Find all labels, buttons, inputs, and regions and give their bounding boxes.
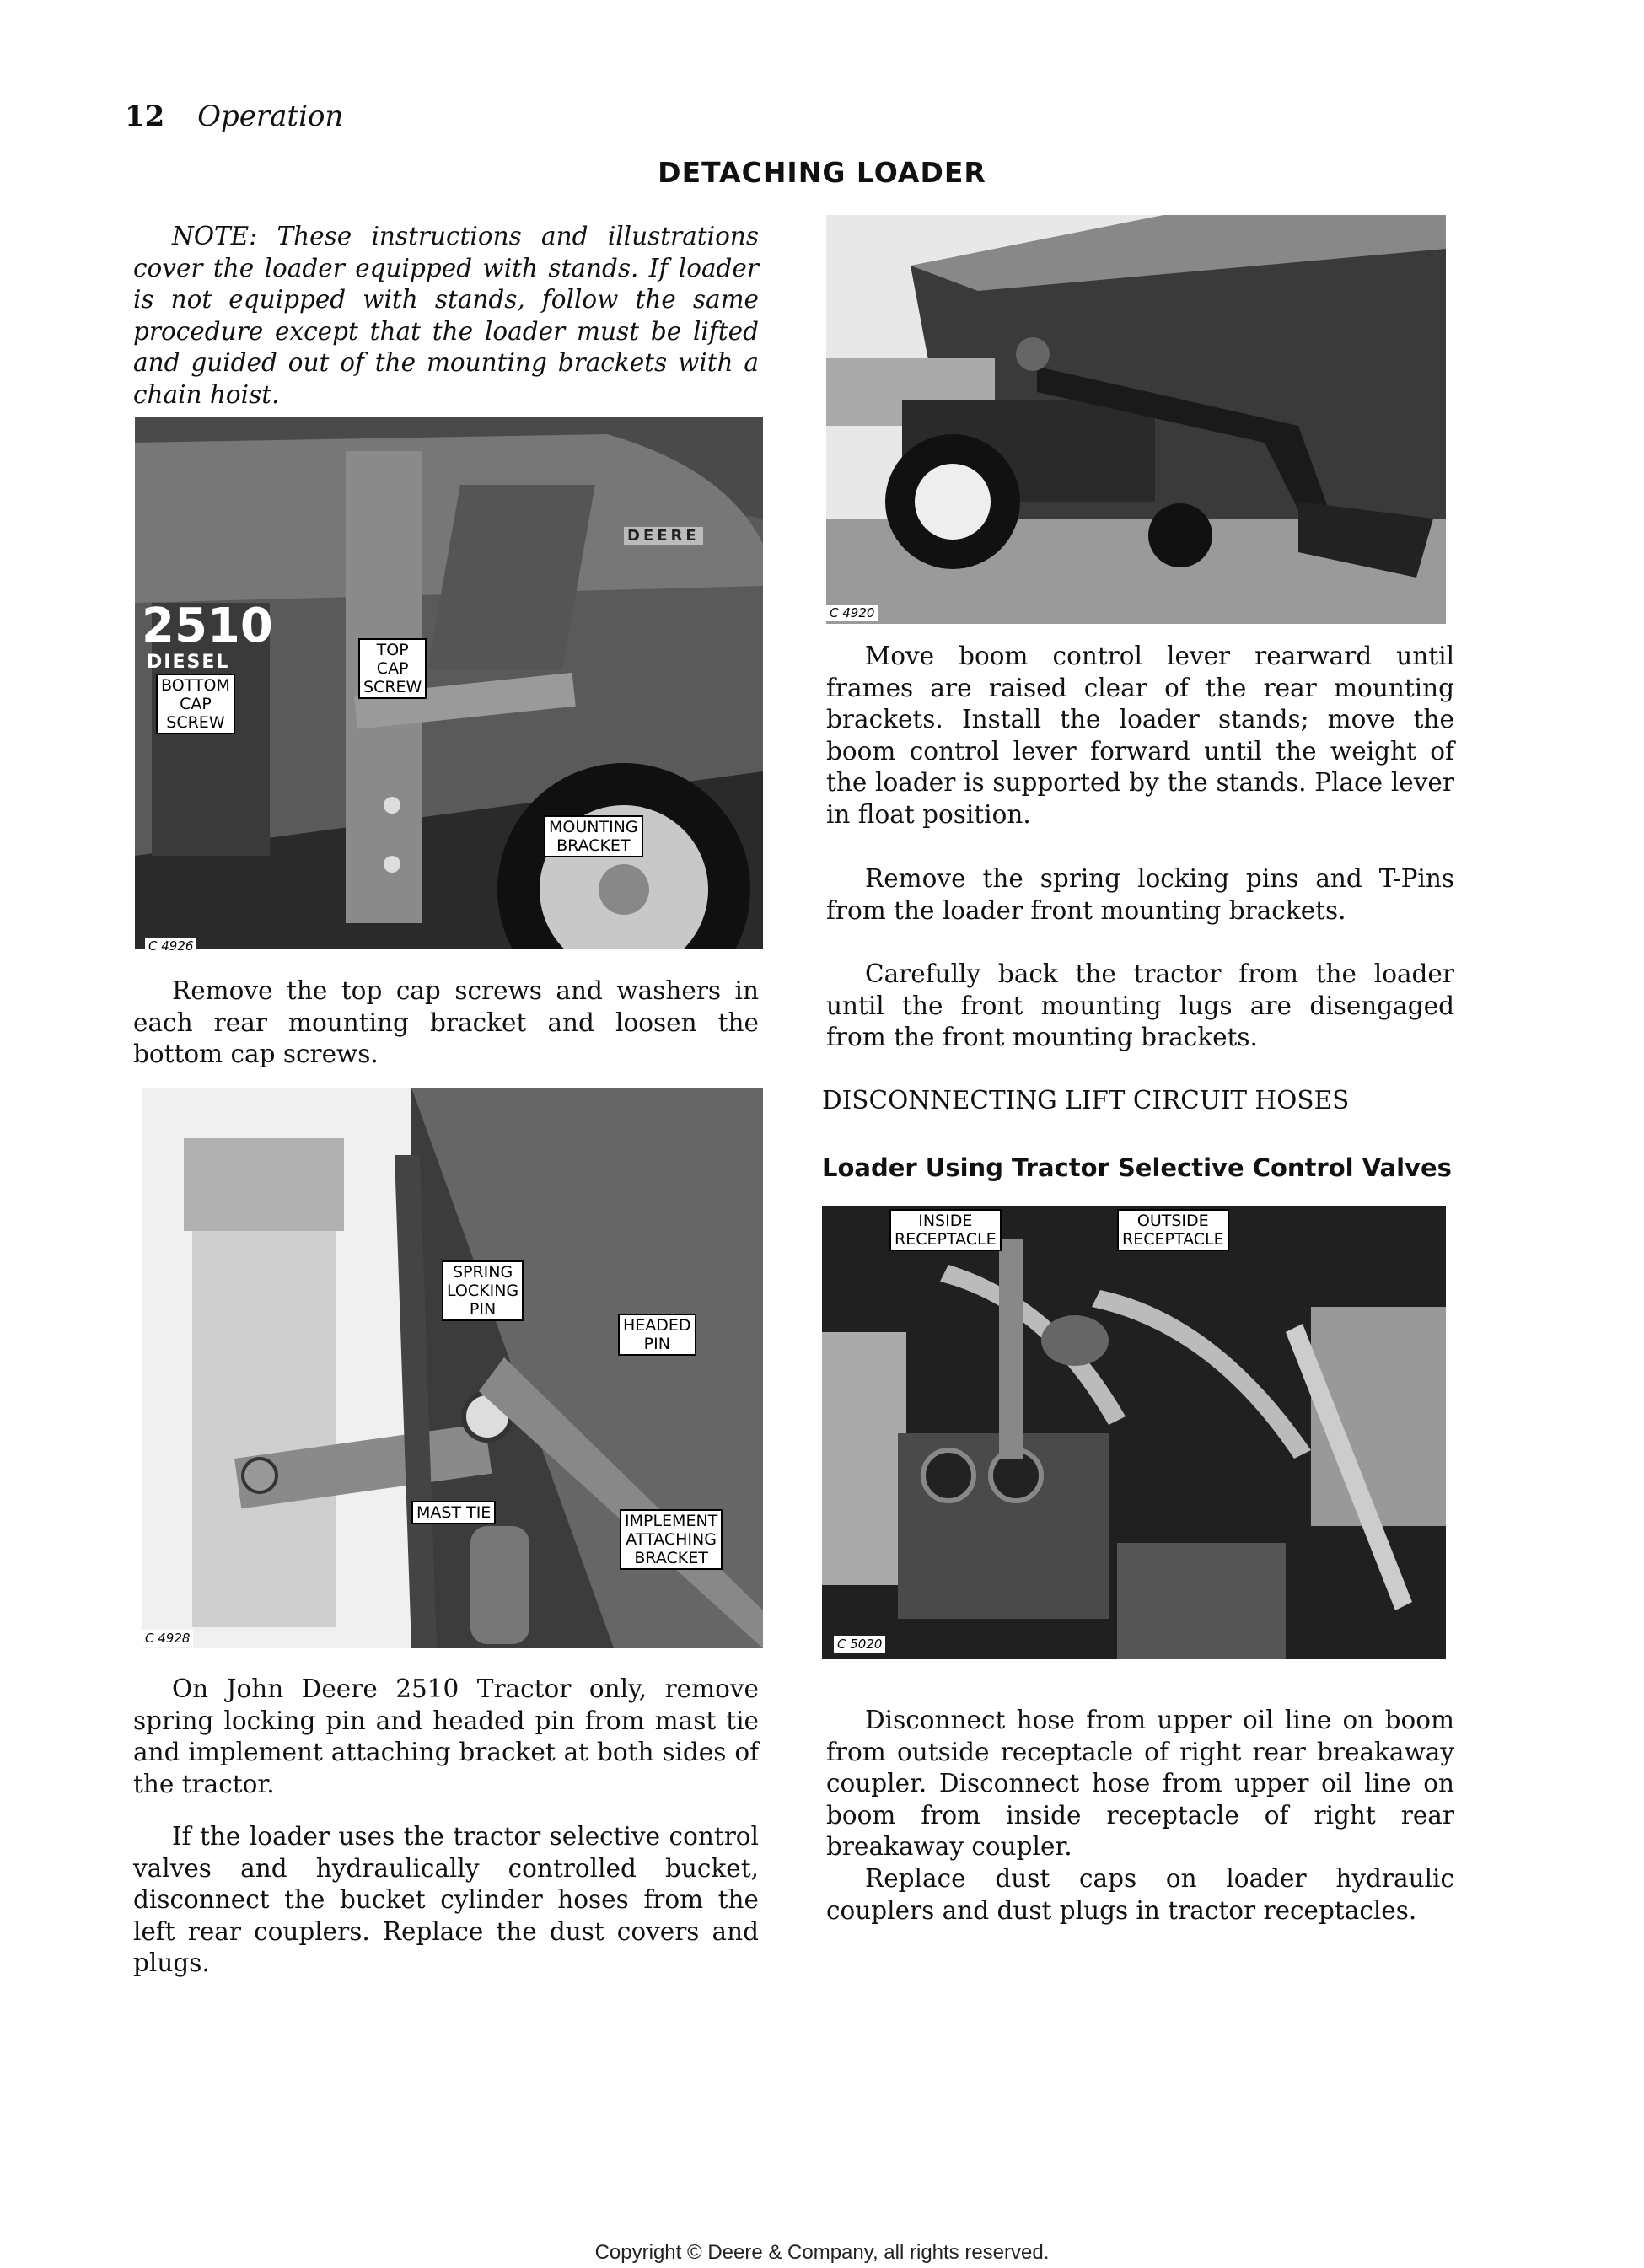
figure-couplers <box>822 1206 1446 1659</box>
figure-tractor-loader-art <box>826 215 1446 624</box>
paragraph-remove-pins: On John Deere 2510 Tractor only, remove spring locking pin and headed pin from mast tie and implement attaching bracket at both sides of the tractor. <box>133 1674 759 1798</box>
figure-loader-rear-bracket <box>135 417 763 961</box>
page-header <box>125 99 343 133</box>
label-outside-receptacle: OUTSIDE RECEPTACLE <box>1117 1209 1229 1251</box>
paragraph-boom-lever: Move boom control lever rearward until frames are raised clear of the rear mounting brackets. Install the loader stands; move the boom control lever forward until the weight of the loader is supported by the stands. Place lever in float position. <box>826 642 1454 829</box>
label-inside-receptacle: INSIDE RECEPTACLE <box>889 1209 1002 1251</box>
label-top-cap-screw: TOP CAP SCREW <box>358 638 427 699</box>
figure-code-1: C 4926 <box>145 938 196 954</box>
figure-code-3: C 4920 <box>826 605 878 621</box>
subheading-selective-valves: Loader Using Tractor Selective Control Valves <box>822 1153 1452 1182</box>
label-implement-attaching-bracket: IMPLEMENT ATTACHING BRACKET <box>620 1509 723 1570</box>
model-decal-sub: DIESEL <box>147 652 230 673</box>
section-name: Operation <box>197 99 344 133</box>
page-number: 12 <box>125 99 165 133</box>
paragraph-bucket-hoses: If the loader uses the tractor selective control valves and hydraulically controlled bucket, disconnect the bucket cylinder hoses from the left rear couplers. Replace the dust covers and plugs. <box>133 1822 759 1977</box>
section-heading-hoses: DISCONNECTING LIFT CIRCUIT HOSES <box>822 1086 1350 1115</box>
figure-mast-tie <box>142 1088 763 1648</box>
figure-tractor-loader <box>826 215 1446 624</box>
label-spring-locking-pin: SPRING LOCKING PIN <box>442 1260 524 1321</box>
paragraph-disconnect-hoses: Disconnect hose from upper oil line on boom from outside receptacle of right rear breakaway coupler. Disconnect hose from upper oil line on boom from inside receptacle of right rear breakaway coupler. <box>826 1706 1454 1861</box>
note-paragraph: NOTE: These instructions and illustrations cover the loader equipped with stands. If loader is not equipped with stands, follow the same procedure except that the loader must be lifted and guided out of the mounting brackets with a chain hoist. <box>133 222 759 409</box>
label-headed-pin: HEADED PIN <box>618 1314 696 1356</box>
figure-code-4: C 5020 <box>834 1636 885 1653</box>
paragraph-remove-t-pins: Remove the spring locking pins and T-Pins from the loader front mounting brackets. <box>826 864 1454 925</box>
paragraph-back-tractor: Carefully back the tractor from the loader until the front mounting lugs are disengaged from the front mounting brackets. <box>826 959 1454 1051</box>
figure-couplers-art <box>822 1206 1446 1659</box>
label-mounting-bracket: MOUNTING BRACKET <box>544 815 643 857</box>
paragraph-remove-cap-screws: Remove the top cap screws and washers in each rear mounting bracket and loosen the bottom cap screws. <box>133 976 759 1068</box>
paragraph-dust-caps: Replace dust caps on loader hydraulic couplers and dust plugs in tractor receptacles. <box>826 1864 1454 1925</box>
copyright-notice: Copyright © Deere & Company, all rights reserved. <box>594 2241 1050 2264</box>
figure-code-2: C 4928 <box>142 1630 193 1647</box>
brand-decal: DEERE <box>624 527 703 545</box>
label-mast-tie: MAST TIE <box>411 1501 496 1524</box>
model-decal: 2510 <box>142 599 273 653</box>
page-title: DETACHING LOADER <box>658 156 986 189</box>
label-bottom-cap-screw: BOTTOM CAP SCREW <box>156 674 235 734</box>
figure-bottom-band <box>135 949 763 961</box>
